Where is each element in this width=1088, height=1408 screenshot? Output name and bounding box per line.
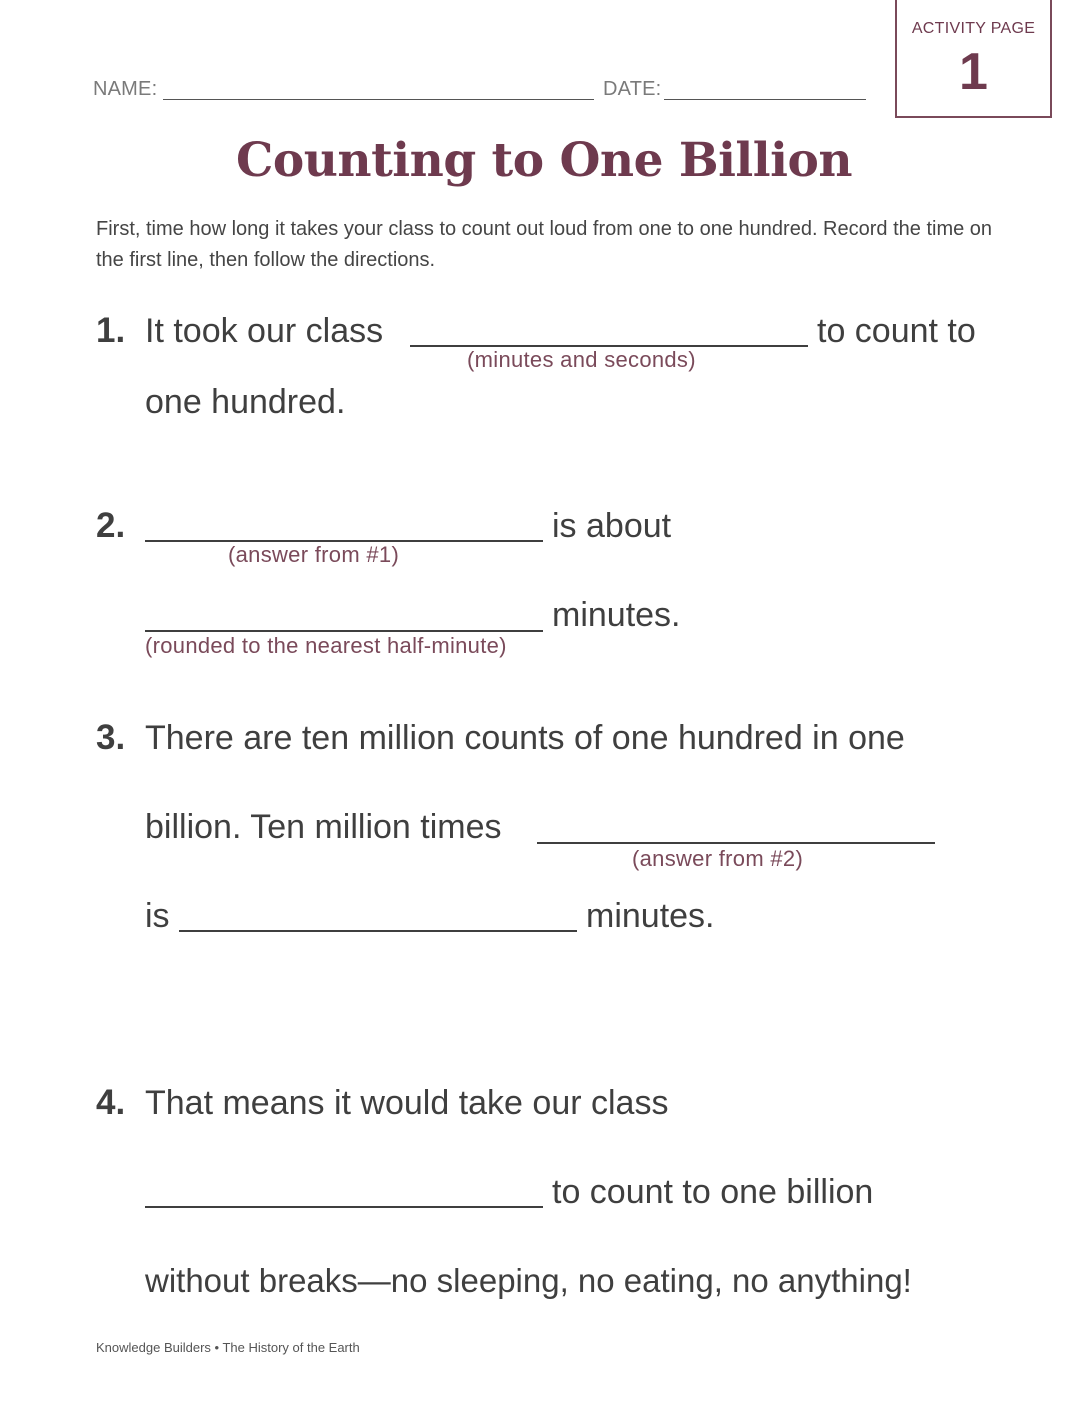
question-4-number: 4. bbox=[96, 1083, 126, 1122]
question-2-answer-blank-2[interactable] bbox=[145, 630, 543, 632]
question-1-continuation: one hundred. bbox=[145, 383, 346, 421]
question-3-line2-hint: (answer from #2) bbox=[632, 846, 804, 871]
activity-page-label: ACTIVITY PAGE bbox=[911, 20, 1036, 37]
question-3-line1: There are ten million counts of one hundred in one bbox=[145, 719, 905, 757]
question-3-line3-before: is bbox=[145, 897, 170, 935]
question-2-number: 2. bbox=[96, 506, 126, 545]
question-2-line2-hint: (rounded to the nearest half-minute) bbox=[145, 633, 507, 658]
question-4-line3: without breaks—no sleeping, no eating, no anything! bbox=[145, 1262, 912, 1299]
question-1-number: 1. bbox=[96, 311, 126, 350]
question-4-line2-after: to count to one billion bbox=[552, 1173, 874, 1211]
activity-page-number: 1 bbox=[959, 43, 988, 101]
page-title: Counting to One Billion bbox=[235, 133, 853, 188]
activity-page-box bbox=[895, 0, 1052, 118]
question-3-answer-blank-2[interactable] bbox=[179, 930, 577, 932]
name-label: NAME: bbox=[93, 78, 158, 100]
question-2-line2-after: minutes. bbox=[552, 596, 681, 634]
question-2-hint: (answer from #1) bbox=[228, 542, 400, 567]
question-4-answer-blank[interactable] bbox=[145, 1206, 543, 1208]
date-field[interactable] bbox=[664, 99, 866, 100]
question-3-line2-before: billion. Ten million times bbox=[145, 808, 502, 846]
date-label: DATE: bbox=[603, 78, 662, 100]
footer-text: Knowledge Builders • The History of the Earth bbox=[96, 1340, 360, 1355]
question-3-answer-blank-1[interactable] bbox=[537, 842, 935, 844]
intro-text: First, time how long it takes your class to count out loud from one to one hundred. Record the time on the first line, then follow the directions. bbox=[96, 218, 993, 271]
question-1-text-before: It took our class bbox=[145, 312, 384, 350]
question-1-hint: (minutes and seconds) bbox=[467, 347, 696, 372]
question-1-text-after: to count to bbox=[817, 312, 976, 350]
question-3-number: 3. bbox=[96, 718, 126, 757]
name-field[interactable] bbox=[163, 99, 594, 100]
question-3-line3-after: minutes. bbox=[586, 897, 715, 935]
question-2-text-after: is about bbox=[552, 507, 672, 545]
question-4-line1: That means it would take our class bbox=[145, 1084, 669, 1122]
